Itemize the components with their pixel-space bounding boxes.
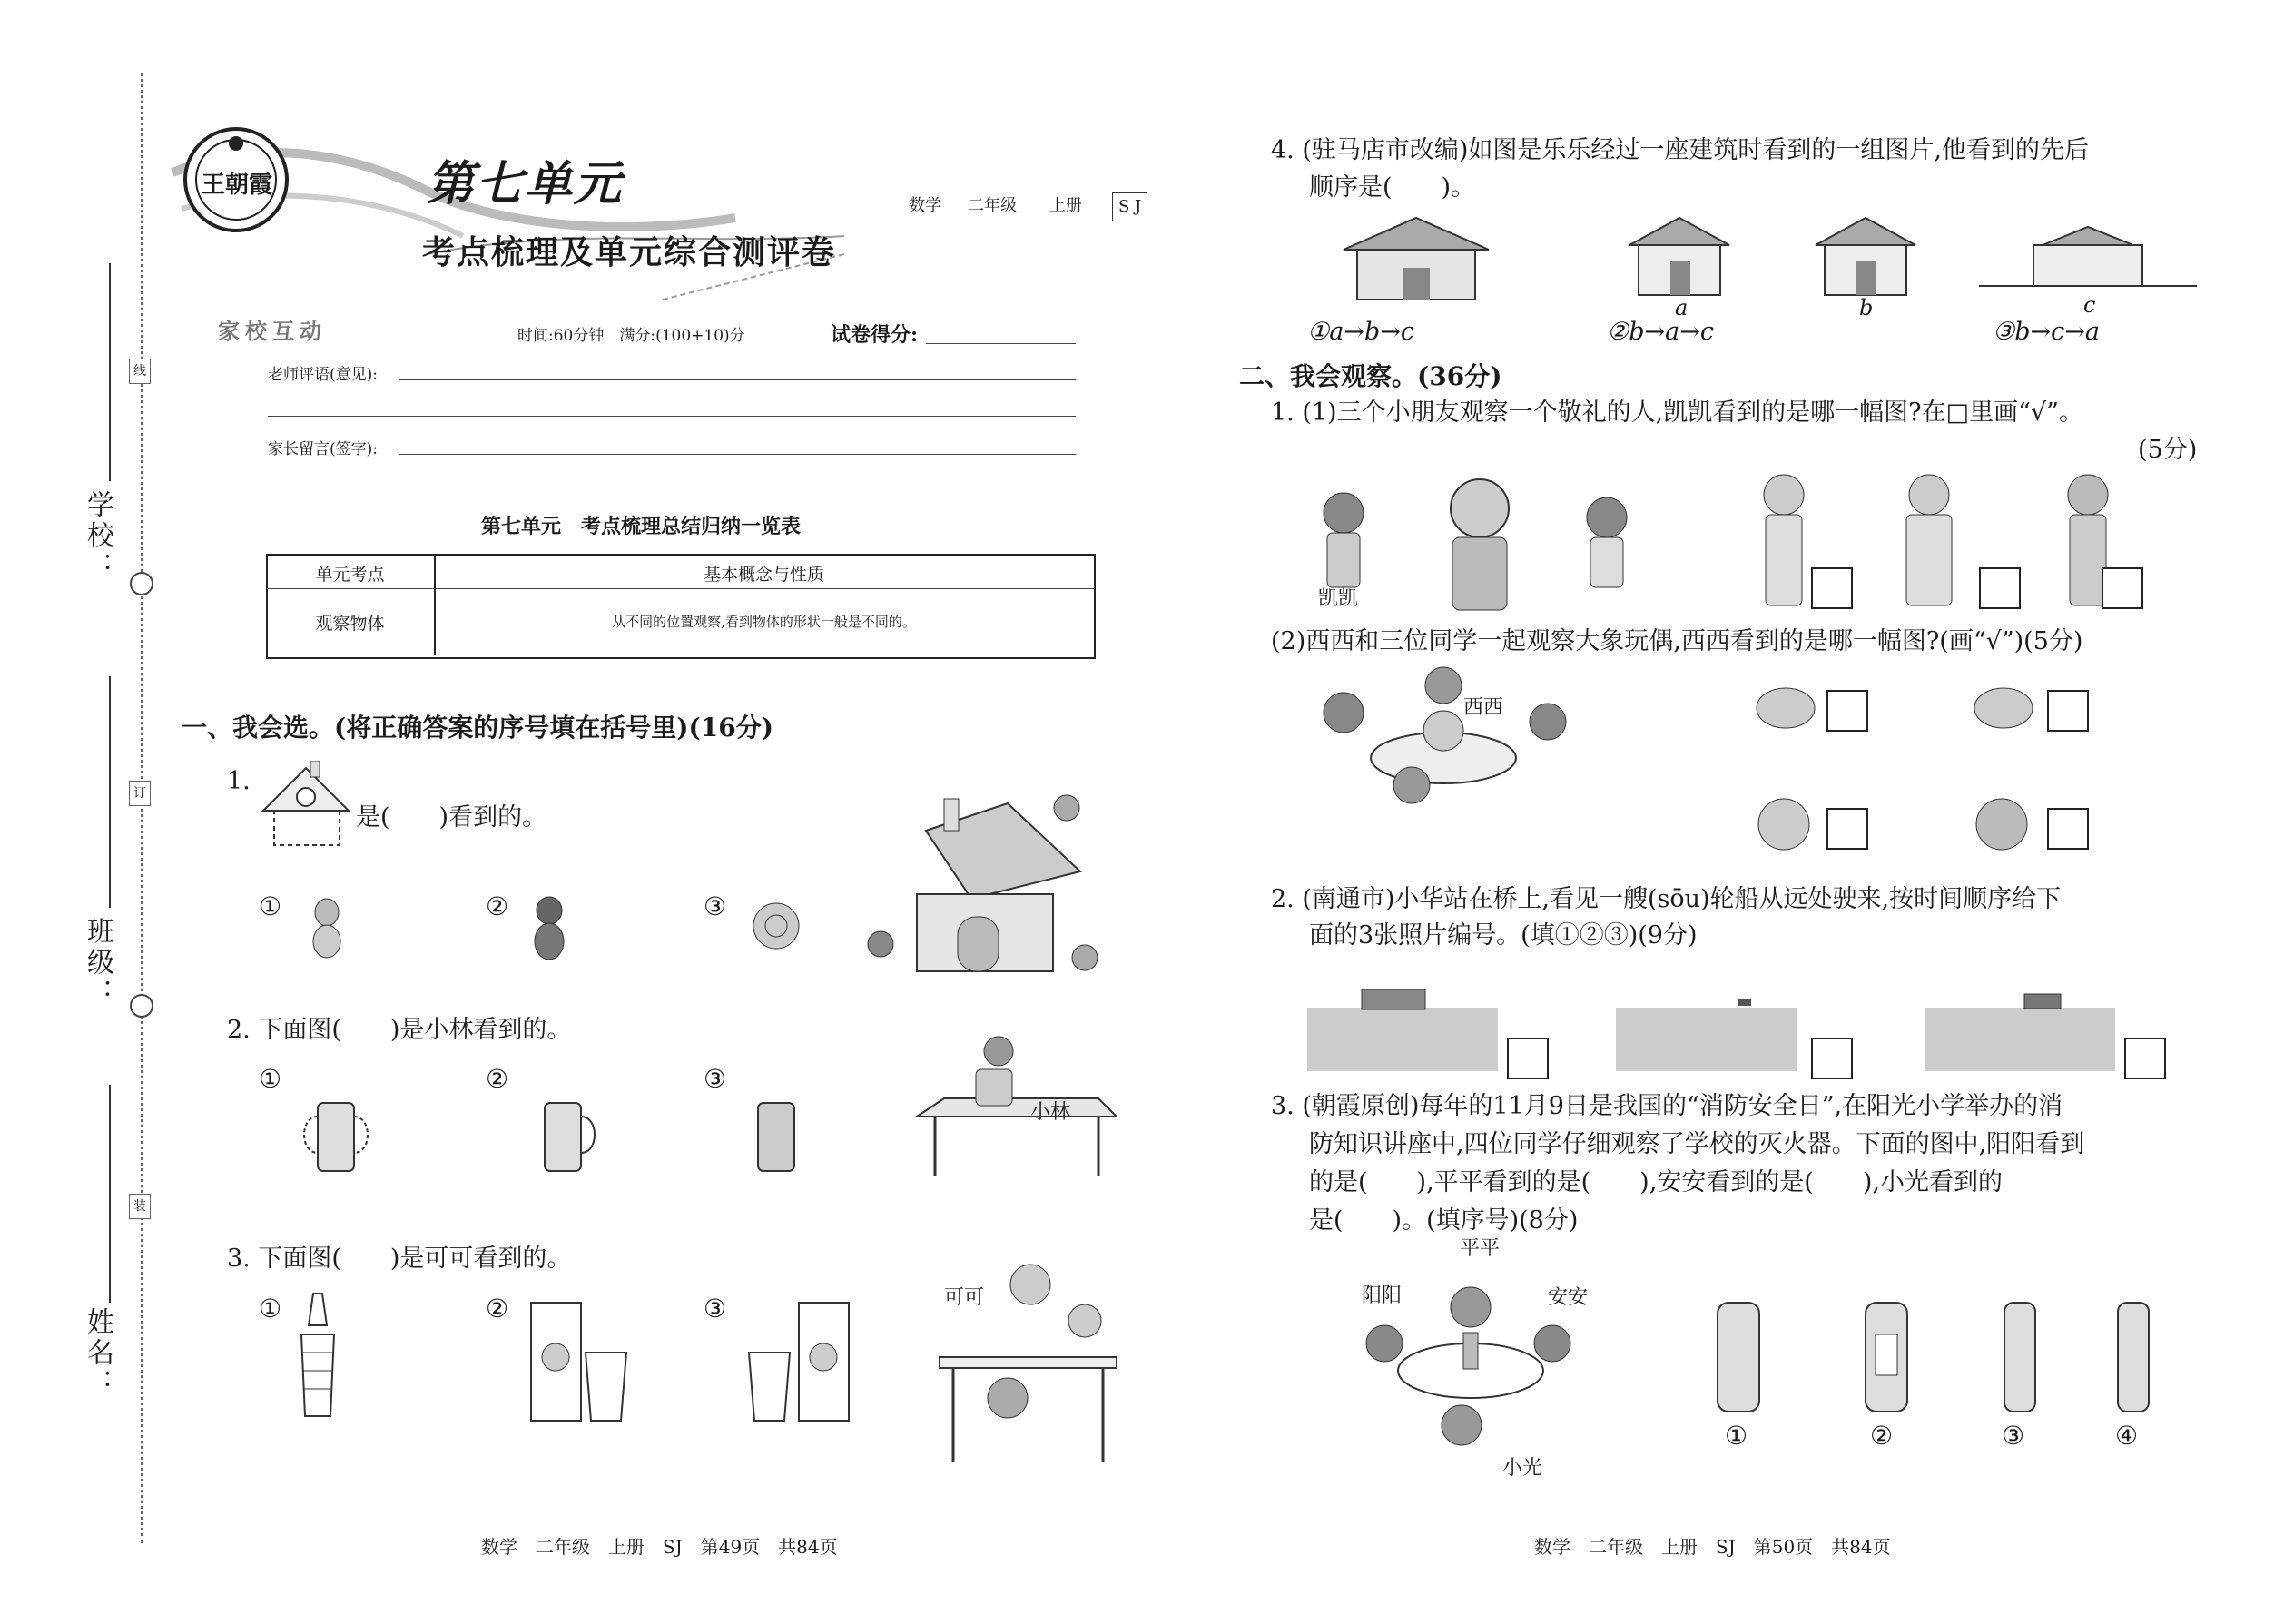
p2q3-text-line4[interactable]: 是( )。(填序号)(8分) (1309, 1206, 1579, 1235)
p2q1a-checkbox-3[interactable] (2102, 567, 2143, 609)
seal-char: 订 (129, 781, 151, 806)
thermos-front-view (744, 1085, 808, 1176)
q2-option-2[interactable]: ② (486, 1064, 509, 1094)
q1-option-2[interactable]: ② (486, 891, 509, 921)
table-divider (266, 588, 1094, 589)
p2q2-text-line2: 面的3张照片编号。(填①②③)(9分) (1309, 921, 1698, 950)
parent-note-line[interactable] (399, 454, 1076, 455)
q4-option-1[interactable]: ①a→b→c (1307, 318, 1414, 346)
label-b: b (1859, 295, 1874, 320)
ship-photo-middle (1925, 962, 2115, 1076)
saluting-person-scene (1307, 468, 1652, 613)
unit-title: 第七单元 (427, 156, 624, 212)
ship-photo-near (1307, 962, 1498, 1076)
cups-and-carton-icon (744, 1294, 853, 1425)
extinguisher-view-2 (1843, 1280, 1934, 1416)
p2q1b-checkbox-4[interactable] (2047, 808, 2089, 850)
label-a: a (1675, 295, 1689, 320)
ship-photo-far (1616, 962, 1797, 1076)
p2q1b-checkbox-3[interactable] (1826, 808, 1868, 850)
p2q1a-checkbox-1[interactable] (1811, 567, 1853, 609)
p2q2-text-line1: 2. (南通市)小华站在桥上,看见一艘(sōu)轮船从远处驶来,按时间顺序给下 (1271, 885, 2062, 913)
anan-label: 安安 (1548, 1286, 1589, 1309)
tag-term: 上册 (1049, 196, 1082, 215)
saluter-front-view (1888, 468, 1970, 613)
elephant-side-right-icon (1965, 681, 2038, 740)
p2q3-text-line3[interactable]: 的是( ),平平看到的是( ),安安看到的是( ),小光看到的 (1309, 1168, 2003, 1196)
tag-edition: S J (1112, 192, 1147, 221)
building-view-c (1979, 222, 2197, 295)
q2-text[interactable]: 2. 下面图( )是小林看到的。 (227, 1016, 572, 1044)
house-with-animals-illustration (853, 790, 1126, 980)
pingping-label: 平平 (1460, 1237, 1501, 1260)
elephant-front-icon (1748, 790, 1820, 858)
keke-label: 可可 (944, 1286, 985, 1309)
q2-option-1[interactable]: ① (259, 1064, 282, 1094)
xiaolin-at-table-illustration (908, 1035, 1126, 1180)
name-label: 姓名： (82, 1307, 113, 1400)
thermos-side-view (295, 1085, 377, 1176)
ext-option-2: ② (1870, 1421, 1894, 1451)
tag-subject: 数学 (909, 196, 941, 215)
table-cell-concept: 从不同的位置观察,看到物体的形状一般是不同的。 (612, 614, 916, 630)
seal-char: 线 (129, 359, 151, 384)
q4-option-2[interactable]: ②b→a→c (1607, 318, 1714, 346)
footer-right: 数学 二年级 上册 SJ 第50页 共84页 (1534, 1536, 1891, 1558)
carton-and-cups-icon (527, 1294, 635, 1425)
p2q2-box-2[interactable] (1811, 1038, 1853, 1079)
score-line[interactable] (926, 343, 1076, 344)
punch-hole-icon (130, 572, 153, 595)
tag-grade: 二年级 (968, 196, 1017, 215)
p2q3-text-line1: 3. (朝霞原创)每年的11月9日是我国的“消防安全日”,在阳光小学举办的消 (1271, 1092, 2063, 1120)
q2-option-3[interactable]: ③ (704, 1064, 727, 1094)
cups-stack-icon (290, 1289, 345, 1425)
p2q3-text-line2: 防知识讲座中,四位同学仔细观察了学校的灭火器。下面的图中,阳阳看到 (1309, 1130, 2085, 1158)
school-field-line[interactable] (109, 263, 111, 481)
ext-option-4: ④ (2115, 1421, 2139, 1451)
xixi-label: 西西 (1463, 696, 1504, 719)
summary-title: 第七单元 考点梳理总结归纳一览表 (481, 515, 802, 538)
q4-text-line1: 4. (驻马店市改编)如图是乐乐经过一座建筑时看到的一组图片,他看到的先后 (1271, 136, 2089, 164)
xiaolin-label: 小林 (1030, 1101, 1071, 1124)
elephant-toy-scene (1307, 658, 1580, 867)
score-label: 试卷得分: (831, 323, 919, 347)
p2q2-box-3[interactable] (2124, 1038, 2166, 1079)
class-label: 班级： (82, 917, 113, 1009)
name-field-line[interactable] (109, 1085, 111, 1303)
footer-left: 数学 二年级 上册 SJ 第49页 共84页 (481, 1536, 838, 1558)
q3-option-3[interactable]: ③ (704, 1294, 727, 1324)
thermos-handle-view (527, 1085, 608, 1176)
q1-text[interactable]: 是( )看到的。 (356, 803, 547, 832)
building-view-a (1607, 204, 1752, 304)
table-header-concept: 基本概念与性质 (703, 565, 824, 585)
p2q1a-score: (5分) (2138, 436, 2198, 464)
parent-note-label: 家长留言(签字): (268, 440, 378, 458)
ant-front-icon (517, 885, 581, 976)
house-roof-view (256, 761, 356, 851)
brand-logo-text: 王朝霞 (202, 172, 273, 199)
label-c: c (2083, 292, 2096, 318)
binding-dotted-line (141, 73, 143, 1543)
p2q1b-checkbox-2[interactable] (2047, 690, 2089, 732)
class-field-line[interactable] (109, 676, 111, 908)
p2q2-box-1[interactable] (1507, 1038, 1549, 1079)
time-score-info: 时间:60分钟 满分:(100+10)分 (517, 327, 745, 345)
p2q1a-checkbox-2[interactable] (1979, 567, 2021, 609)
q4-text-line2[interactable]: 顺序是( )。 (1309, 173, 1476, 202)
p2q1b-text: (2)西西和三位同学一起观察大象玩偶,西西看到的是哪一幅图?(画“√”)(5分) (1271, 627, 2083, 655)
seal-char: 装 (129, 1194, 151, 1219)
teacher-comment-line[interactable] (399, 379, 1076, 380)
ext-option-1: ① (1725, 1421, 1748, 1451)
p2q1b-checkbox-1[interactable] (1826, 690, 1868, 732)
teacher-comment-label: 老师评语(意见): (268, 366, 378, 384)
q4-option-3[interactable]: ③b→c→a (1993, 318, 2100, 346)
teacher-comment-line-2[interactable] (268, 416, 1076, 417)
part1-heading: 一、我会选。(将正确答案的序号填在括号里)(16分) (182, 713, 773, 743)
building-view-perspective (1307, 204, 1521, 313)
table-cell-topic: 观察物体 (315, 614, 385, 634)
ant-back-icon (295, 885, 359, 967)
building-view-b (1793, 204, 1938, 304)
extinguisher-view-3 (1993, 1280, 2047, 1416)
jiaxiao-banner: 家校互动 (218, 318, 327, 344)
school-label: 学校： (82, 490, 113, 583)
extinguisher-view-4 (2106, 1280, 2161, 1416)
yangyang-label: 阳阳 (1362, 1284, 1403, 1307)
elephant-back-icon (1965, 790, 2038, 858)
ext-option-3: ③ (2002, 1421, 2025, 1451)
q3-text[interactable]: 3. 下面图( )是可可看到的。 (227, 1245, 572, 1273)
p2q1a-text: 1. (1)三个小朋友观察一个敬礼的人,凯凯看到的是哪一幅图?在□里画“√”。 (1271, 399, 2083, 427)
xiaoguang-label: 小光 (1502, 1457, 1543, 1480)
q1-number: 1. (227, 767, 251, 795)
elephant-side-left-icon (1748, 681, 1820, 740)
kaikai-label: 凯凯 (1318, 587, 1359, 610)
q1-option-1[interactable]: ① (259, 891, 282, 921)
q3-option-1[interactable]: ① (259, 1294, 282, 1324)
punch-hole-icon (130, 994, 153, 1018)
q3-option-2[interactable]: ② (486, 1294, 509, 1324)
page-subtitle: 考点梳理及单元综合测评卷 (422, 233, 837, 271)
part2-heading: 二、我会观察。(36分) (1239, 361, 1502, 391)
table-header-topic: 单元考点 (315, 565, 385, 585)
snail-icon (735, 885, 808, 958)
q1-option-3[interactable]: ③ (704, 891, 727, 921)
extinguisher-view-1 (1698, 1280, 1779, 1416)
